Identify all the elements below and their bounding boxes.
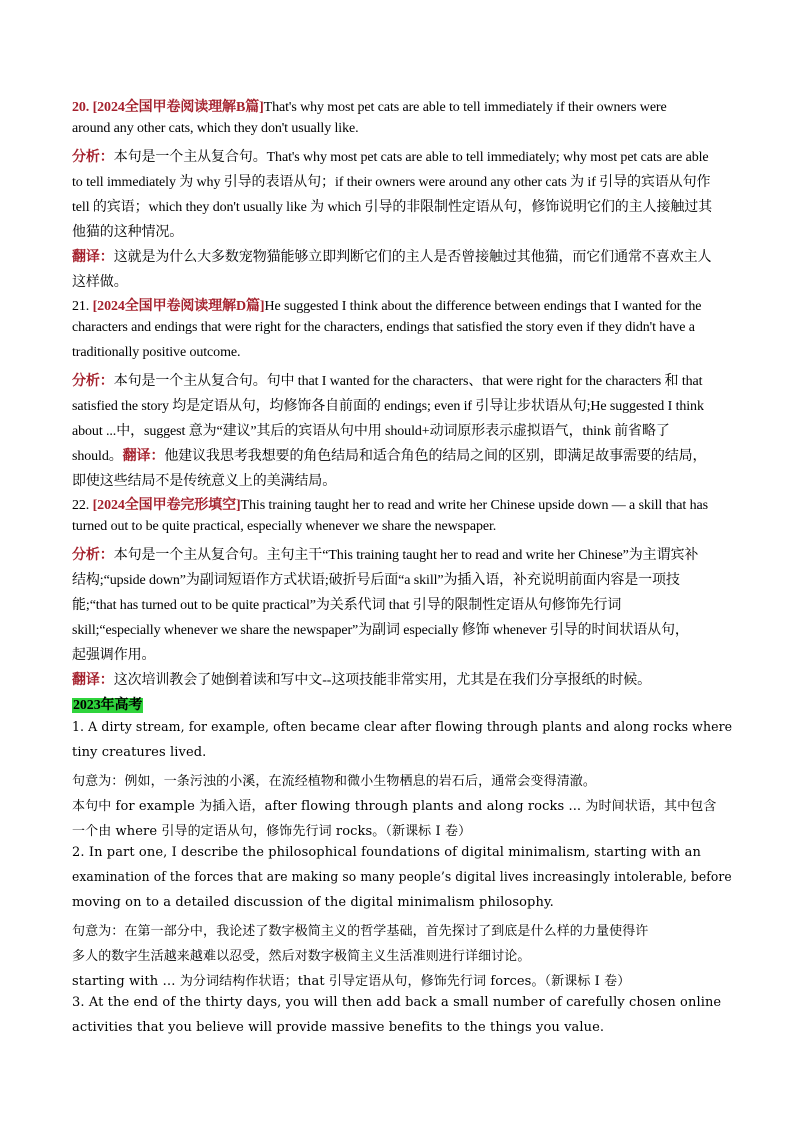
s2-meaning-2: 多人的数字生活越来越难以忍受，然后对数字极简主义生活准则进行详细讨论。 (72, 949, 531, 964)
s1-line-2: tiny creatures lived. (72, 745, 207, 760)
analysis-label: 分析： (72, 150, 114, 165)
q22-translation-1: 翻译：这次培训教会了她倒着读和写中文--这项技能非常实用，尤其是在我们分享报纸的时候。 (72, 673, 652, 688)
q22-analysis-5: 起强调作用。 (72, 648, 156, 663)
s2-line-1: 2. In part one, I describe the philosophical foundations of digital minimalism, starting with an (72, 845, 701, 860)
s2-note: starting with … 为分词结构作状语；that 引导定语从句，修饰先行词 forces。（新课标 I 卷） (72, 974, 631, 989)
s3-line-2: activities that you believe will provide massive benefits to the things you value. (72, 1020, 605, 1035)
q22-analysis-1: 分析：本句是一个主从复合句。主句主干“This training taught her to read and write her Chinese”为主谓宾补 (72, 548, 699, 563)
q20-translation-1: 翻译：这就是为什么大多数宠物猫能够立即判断它们的主人是否曾接触过其他猫，而它们通常不喜欢主人 (72, 250, 712, 265)
q21-number: 21. (72, 299, 93, 314)
s1-note-1: 本句中 for example 为插入语，after flowing through plants and along rocks ... 为时间状语，其中包含 (72, 799, 717, 814)
s2-line-3: moving on to a detailed discussion of the digital minimalism philosophy. (72, 895, 554, 910)
q22-analysis-4: skill;“especially whenever we share the newspaper”为副词 especially 修饰 whenever 引导的时间状语从句， (72, 623, 689, 638)
section-2023-title: 2023年高考 (73, 698, 143, 713)
q21-analysis-1: 分析：本句是一个主从复合句。句中 that I wanted for the characters、that were right for the characters 和 that (72, 374, 703, 389)
q20-line-2: around any other cats, which they don't usually like. (72, 121, 359, 136)
q20-analysis-1: 分析：本句是一个主从复合句。That's why most pet cats are able to tell immediately; why most pet cats are able (72, 150, 709, 165)
s1-note-2: 一个由 where 引导的定语从句，修饰先行词 rocks。（新课标 I 卷） (72, 824, 472, 839)
q22-number: 22. (72, 498, 93, 513)
q21-analysis-4: should。翻译：他建议我思考我想要的角色结局和适合角色的结局之间的区别，即满足故事需要的结局， (72, 449, 707, 464)
q21-line-1: 21. [2024全国甲卷阅读理解D篇]He suggested I think about the difference between endings that I wanted for the (72, 299, 702, 314)
q20-source-label: 20. [2024全国甲卷阅读理解B篇] (72, 100, 264, 115)
q21-analysis-2: satisfied the story 均是定语从句，均修饰各自前面的 endings; even if 引导让步状语从句;He suggested I think (72, 399, 704, 414)
translation-label: 翻译： (72, 250, 114, 265)
q22-source-label: [2024全国甲卷完形填空] (92, 498, 241, 513)
q20-analysis-3: tell 的宾语；which they don't usually like 为 which 引导的非限制性定语从句，修饰说明它们的主人接触过其 (72, 200, 713, 215)
q22-analysis-3: 能;“that has turned out to be quite practical”为关系代词 that 引导的限制性定语从句修饰先行词 (72, 598, 622, 613)
q22-line-2: turned out to be quite practical, especially whenever we share the newspaper. (72, 519, 497, 534)
s1-line-1: 1. A dirty stream, for example, often became clear after flowing through plants and along rocks where (72, 720, 733, 735)
q22-analysis-2: 结构;“upside down”为副词短语作方式状语;破折号后面“a skill”为插入语，补充说明前面内容是一项技 (72, 573, 680, 588)
q21-analysis-3: about ...中，suggest 意为“建议”其后的宾语从句中用 should+动词原形表示虚拟语气，think 前省略了 (72, 424, 670, 439)
q20-analysis-2: to tell immediately 为 why 引导的表语从句；if their owners were around any other cats 为 if 引导的宾语从句作 (72, 175, 711, 190)
s3-line-1: 3. At the end of the thirty days, you will then add back a small number of carefully chosen online (72, 995, 722, 1010)
q21-source-label: [2024全国甲卷阅读理解D篇] (92, 299, 265, 314)
section-heading-2023 (72, 694, 143, 714)
s1-meaning: 句意为：例如，一条污浊的小溪，在流经植物和微小生物栖息的岩石后，通常会变得清澈。 (72, 774, 597, 789)
q20-sentence-1: That's why most pet cats are able to tell immediately if their owners were (263, 100, 667, 115)
analysis-label: 分析： (72, 374, 114, 389)
s2-meaning-1: 句意为：在第一部分中，我论述了数字极简主义的哲学基础，首先探讨了到底是什么样的力量使得许 (72, 924, 649, 939)
q21-translation-2: 即使这些结局不是传统意义上的美满结局。 (72, 474, 337, 489)
q22-line-1: 22. [2024全国甲卷完形填空]This training taught her to read and write her Chinese upside down — a skill that has (72, 498, 708, 513)
s2-line-2: examination of the forces that are making so many people’s digital lives increasingly intolerable, before (72, 870, 732, 885)
q20-analysis-4: 他猫的这种情况。 (72, 225, 184, 240)
q21-line-2: characters and endings that were right for the characters, endings that satisfied the story even if they didn't have a (72, 320, 695, 335)
q20-line-1 (72, 96, 667, 116)
q21-line-3: traditionally positive outcome. (72, 345, 241, 360)
translation-label: 翻译： (122, 449, 165, 464)
q20-translation-2: 这样做。 (72, 275, 128, 290)
translation-label: 翻译： (72, 673, 114, 688)
analysis-label: 分析： (72, 548, 114, 563)
